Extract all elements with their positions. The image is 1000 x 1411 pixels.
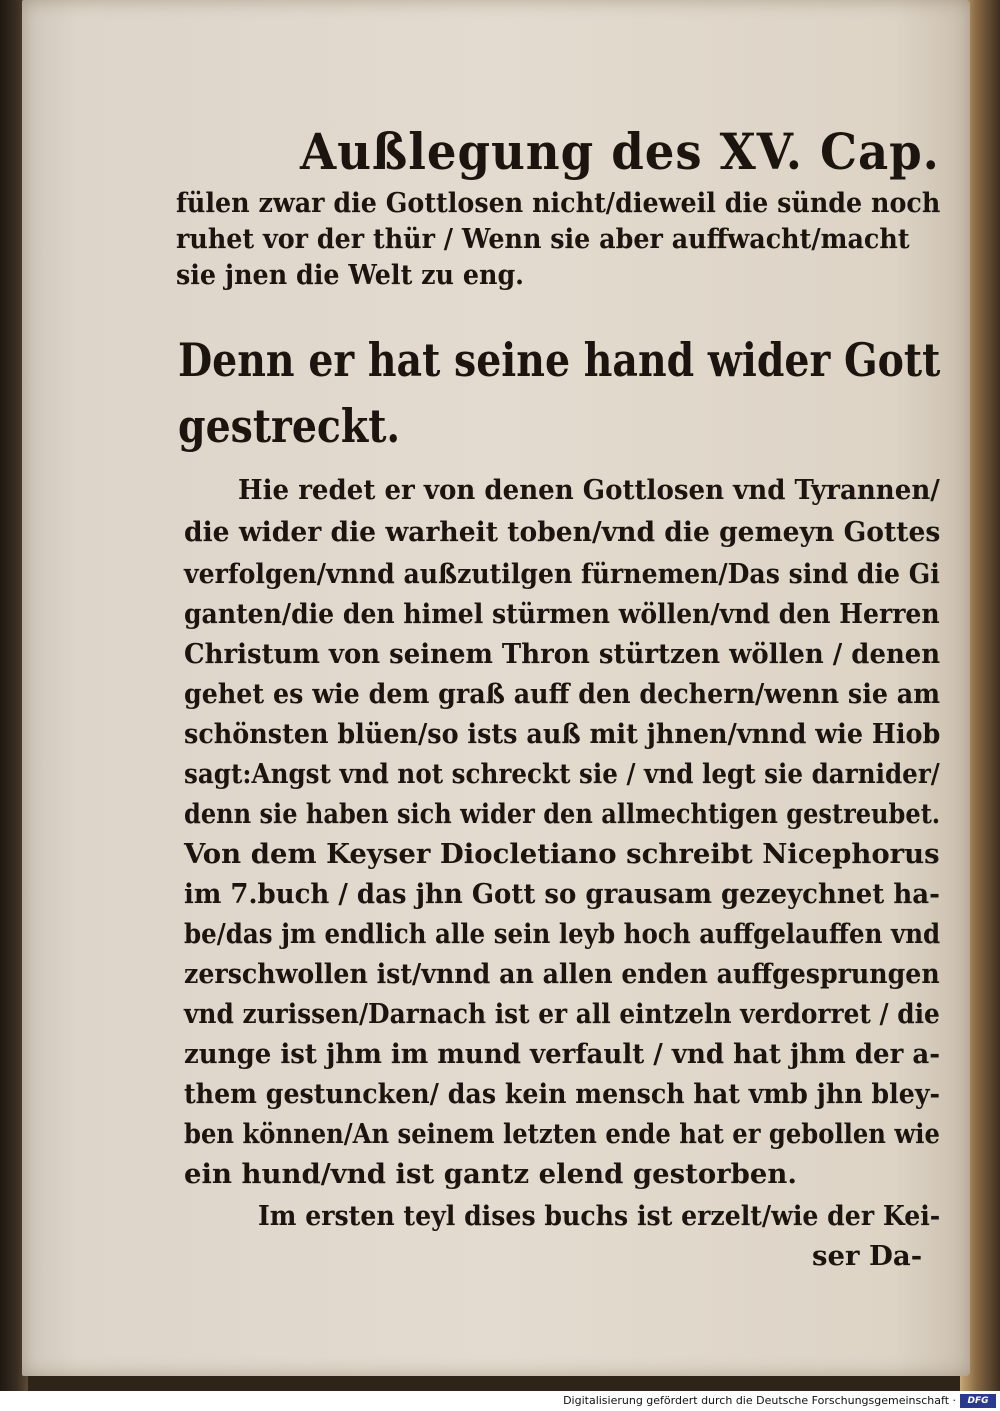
body-line: schönsten blüen/so ists auß mit jhnen/vnnd wie Hiob bbox=[184, 718, 941, 750]
body-line: ben können/An seinem letzten ende hat er gebollen wie bbox=[184, 1118, 940, 1150]
body-line: them gestuncken/ das kein mensch hat vmb jhn bley- bbox=[184, 1078, 941, 1110]
intro-line: sie jnen die Welt zu eng. bbox=[176, 260, 525, 291]
verse-line: gestreckt. bbox=[178, 399, 401, 453]
body-line: zerschwollen ist/vnnd an allen enden auffgesprungen bbox=[184, 958, 940, 990]
body-line: ganten/die den himel stürmen wöllen/vnd den Herren bbox=[184, 598, 940, 630]
body-line: gehet es wie dem graß auff den dechern/wenn sie am bbox=[184, 678, 941, 710]
body-line: zunge ist jhm im mund verfault / vnd hat jhm der a- bbox=[184, 1038, 941, 1070]
dfg-logo: DFG bbox=[960, 1394, 996, 1408]
body-line: die wider die warheit toben/vnd die gemeyn Gottes bbox=[184, 516, 941, 548]
body-line: be/das jm endlich alle sein leyb hoch auffgelauffen vnd bbox=[184, 918, 941, 950]
body-line: Von dem Keyser Diocletiano schreibt Nicephorus bbox=[184, 838, 940, 870]
intro-line: fülen zwar die Gottlosen nicht/dieweil die sünde noch bbox=[176, 188, 941, 219]
body-line: Christum von seinem Thron stürtzen wöllen / denen bbox=[184, 638, 941, 670]
body-line: verfolgen/vnnd außzutilgen fürnemen/Das sind die Gi bbox=[184, 558, 940, 590]
funding-credit: Digitalisierung gefördert durch die Deutsche Forschungsgemeinschaft · bbox=[563, 1394, 956, 1407]
body-line: Im ersten teyl dises buchs ist erzelt/wie der Kei- bbox=[258, 1200, 941, 1232]
digitization-footer bbox=[0, 1391, 1000, 1411]
body-line: im 7.buch / das jhn Gott so grausam gezeychnet ha- bbox=[184, 878, 940, 910]
intro-line: ruhet vor der thür / Wenn sie aber auffwacht/macht bbox=[176, 224, 910, 255]
body-line: vnd zurissen/Darnach ist er all eintzeln verdorret / die bbox=[184, 998, 940, 1030]
catchword: ser Da- bbox=[812, 1240, 923, 1272]
intro-paragraph bbox=[176, 186, 989, 294]
verse-heading bbox=[178, 327, 1000, 459]
verse-line: Denn er hat seine hand wider Gott bbox=[178, 333, 941, 387]
running-heading: Außlegung des XV. Cap. bbox=[300, 122, 940, 181]
body-line: ein hund/vnd ist gantz elend gestorben. bbox=[184, 1158, 797, 1190]
body-line: Hie redet er von denen Gottlosen vnd Tyrannen/ bbox=[238, 474, 940, 506]
body-line: denn sie haben sich wider den allmechtigen gestreubet. bbox=[184, 798, 941, 830]
body-line: sagt:Angst vnd not schreckt sie / vnd legt sie darnider/ bbox=[184, 758, 940, 790]
